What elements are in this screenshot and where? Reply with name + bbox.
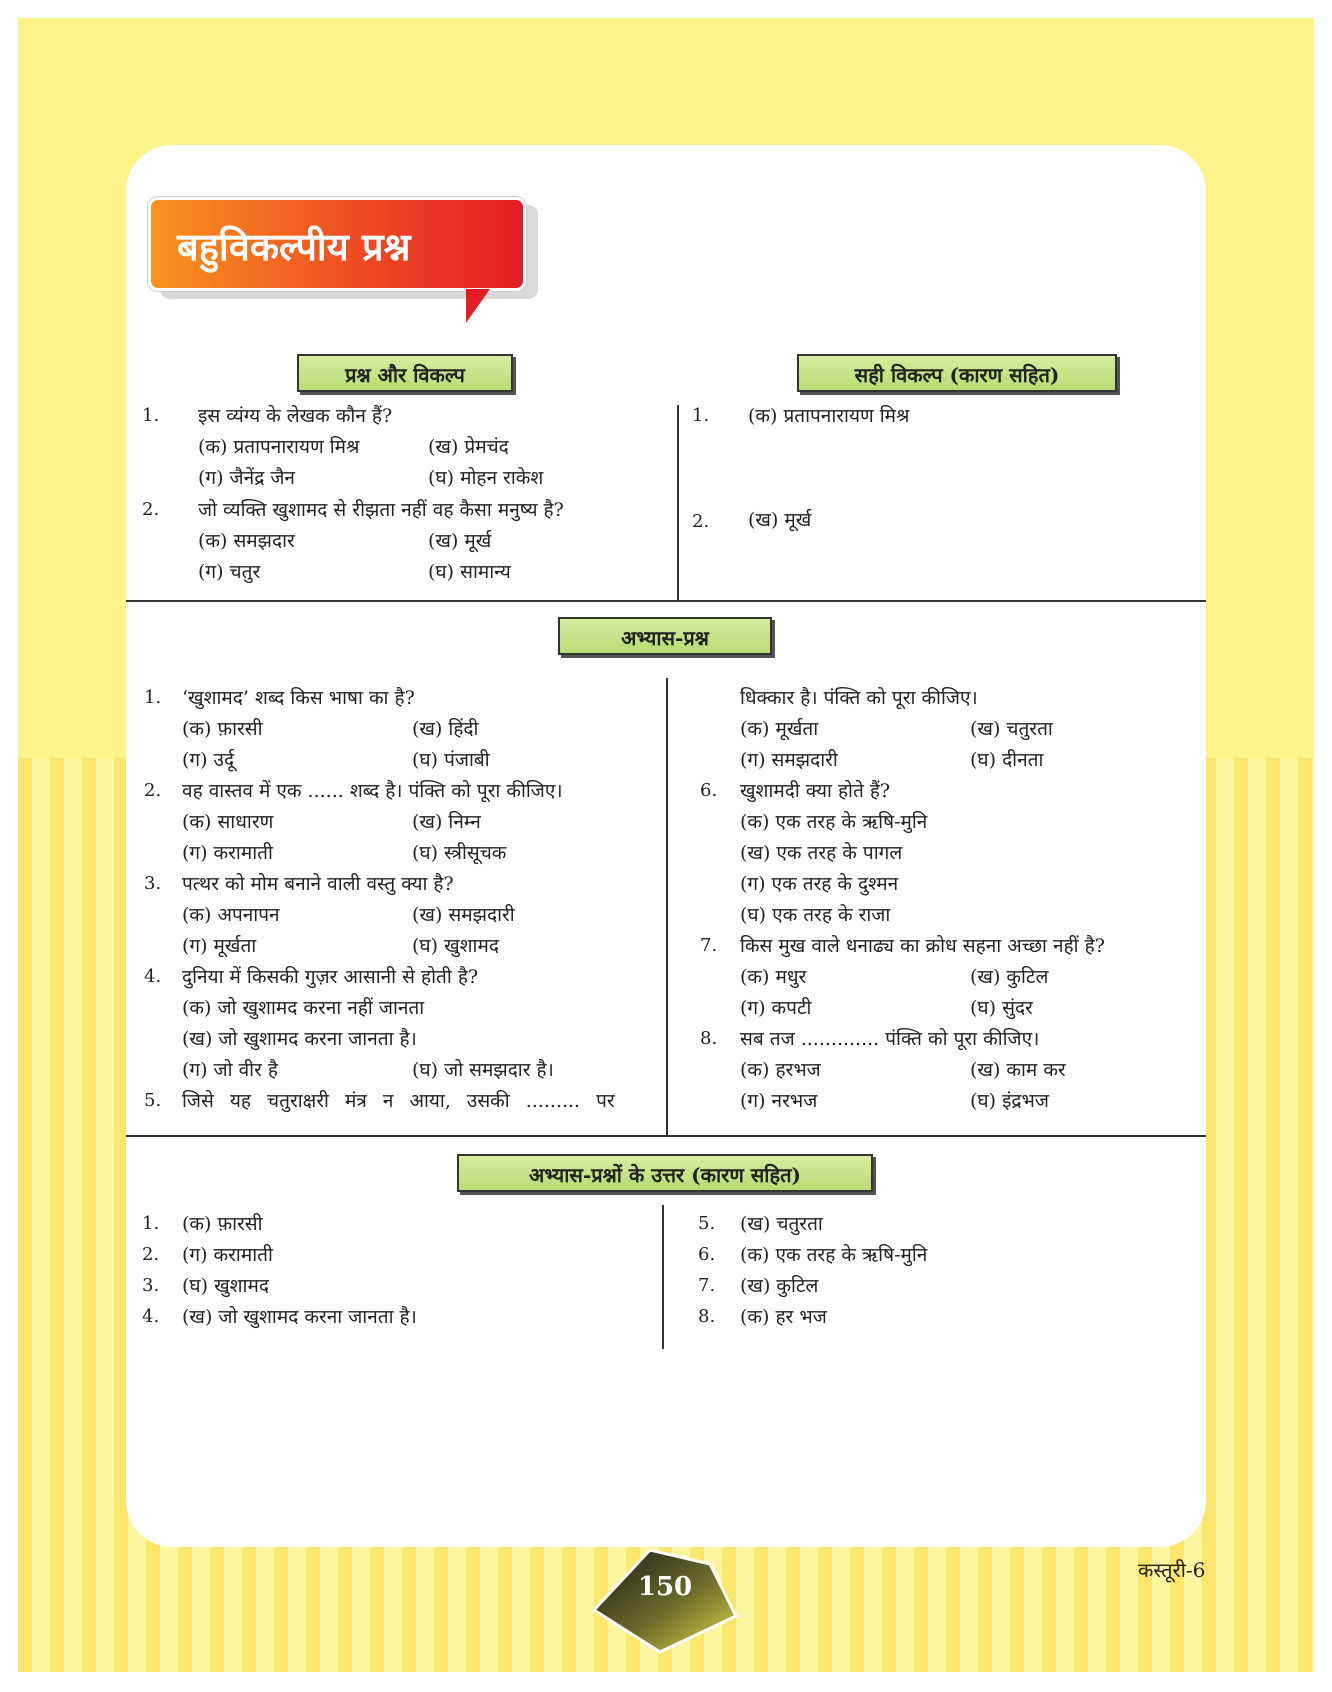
title-banner xyxy=(148,197,548,327)
page-number: 150 xyxy=(637,1572,693,1602)
section2-divider xyxy=(666,678,668,1136)
footer-book-title: कस्तूरी-6 xyxy=(1138,1558,1206,1582)
page-title: बहुविकल्पीय प्रश्न xyxy=(148,197,526,291)
page-number-badge xyxy=(590,1546,740,1656)
section1-left-heading: प्रश्न और विकल्प xyxy=(297,354,513,392)
speech-tail-icon xyxy=(466,289,490,323)
section1-divider xyxy=(677,405,679,601)
section1-bottom-rule xyxy=(126,600,1206,602)
section2-bottom-rule xyxy=(126,1135,1206,1137)
section3-heading: अभ्यास-प्रश्नों के उत्तर (कारण सहित) xyxy=(457,1154,873,1192)
section2-heading: अभ्यास-प्रश्न xyxy=(558,617,772,655)
section3-divider xyxy=(662,1205,664,1349)
section1-right-heading: सही विकल्प (कारण सहित) xyxy=(797,354,1117,392)
